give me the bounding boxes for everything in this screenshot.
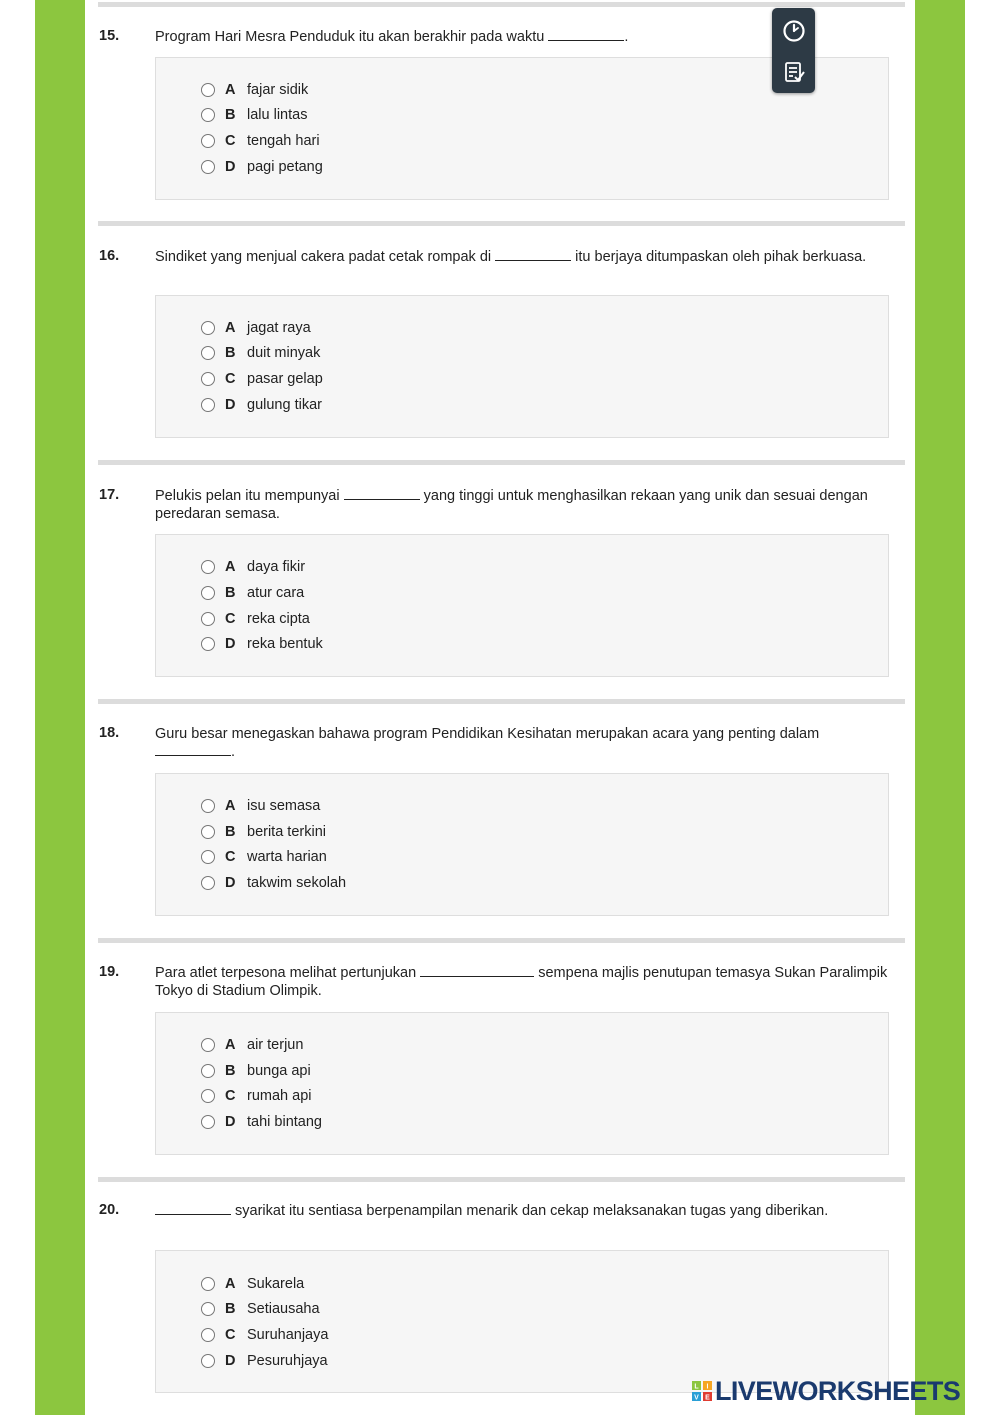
divider: [98, 699, 905, 704]
answer-blank: [548, 28, 624, 41]
divider: [98, 460, 905, 465]
option-b[interactable]: B lalu lintas: [201, 105, 307, 125]
option-a[interactable]: A Sukarela: [201, 1274, 304, 1294]
option-d[interactable]: D pagi petang: [201, 157, 323, 177]
brand-name: LIVEWORKSHEETS: [715, 1375, 961, 1406]
question-text: Guru besar menegaskan bahawa program Pendidikan Kesihatan merupakan acara yang penting dalam .: [155, 726, 820, 760]
option-d[interactable]: D reka bentuk: [201, 634, 323, 654]
radio-button[interactable]: [201, 612, 215, 626]
option-c[interactable]: C rumah api: [201, 1086, 311, 1106]
option-d[interactable]: D gulung tikar: [201, 395, 322, 415]
radio-button[interactable]: [201, 799, 215, 813]
liveworksheets-brand: [692, 1373, 960, 1409]
radio-button[interactable]: [201, 1328, 215, 1342]
option-a[interactable]: A jagat raya: [201, 318, 311, 338]
answer-blank: [344, 487, 420, 500]
finish-button[interactable]: [778, 56, 809, 87]
answer-blank: [495, 248, 571, 261]
radio-button[interactable]: [201, 134, 215, 148]
liveworksheets-logo-icon: [692, 1381, 712, 1401]
radio-button[interactable]: [201, 346, 215, 360]
divider: [98, 938, 905, 943]
svg-text:L: L: [694, 1383, 699, 1391]
options-box: [155, 295, 889, 438]
radio-button[interactable]: [201, 83, 215, 97]
answer-blank: [155, 743, 231, 756]
option-c[interactable]: C warta harian: [201, 847, 327, 867]
radio-button[interactable]: [201, 1064, 215, 1078]
option-c[interactable]: C tengah hari: [201, 131, 320, 151]
option-d[interactable]: D Pesuruhjaya: [201, 1351, 328, 1371]
question-number: 20.: [99, 1202, 120, 1218]
options-box: [155, 773, 889, 916]
radio-button[interactable]: [201, 637, 215, 651]
option-b[interactable]: B Setiausaha: [201, 1299, 320, 1319]
svg-text:V: V: [694, 1394, 699, 1401]
option-c[interactable]: C reka cipta: [201, 609, 310, 629]
radio-button[interactable]: [201, 850, 215, 864]
right-green-border: [915, 0, 965, 1415]
question-text: Sindiket yang menjual cakera padat cetak rompak di itu berjaya ditumpaskan oleh pihak berkuasa.: [155, 249, 867, 265]
question-number: 19.: [99, 964, 120, 980]
divider: [98, 221, 905, 226]
radio-button[interactable]: [201, 1038, 215, 1052]
tool-panel: [772, 8, 815, 93]
options-box: [155, 534, 889, 677]
svg-text:I: I: [706, 1383, 709, 1391]
divider: [98, 1177, 905, 1182]
radio-button[interactable]: [201, 398, 215, 412]
option-b[interactable]: B atur cara: [201, 583, 304, 603]
option-d[interactable]: D tahi bintang: [201, 1112, 322, 1132]
radio-button[interactable]: [201, 560, 215, 574]
radio-button[interactable]: [201, 160, 215, 174]
left-green-border: [35, 0, 85, 1415]
option-d[interactable]: D takwim sekolah: [201, 873, 346, 893]
timer-button[interactable]: [778, 15, 809, 46]
option-a[interactable]: A daya fikir: [201, 557, 305, 577]
question-number: 18.: [99, 725, 120, 741]
option-a[interactable]: A air terjun: [201, 1035, 303, 1055]
option-a[interactable]: A isu semasa: [201, 796, 320, 816]
option-a[interactable]: A fajar sidik: [201, 80, 308, 100]
option-b[interactable]: B bunga api: [201, 1061, 311, 1081]
question-number: 17.: [99, 487, 120, 503]
svg-text:E: E: [705, 1394, 710, 1401]
options-box: [155, 1012, 889, 1155]
radio-button[interactable]: [201, 825, 215, 839]
question-text: Pelukis pelan itu mempunyai yang tinggi untuk menghasilkan rekaan yang unik dan sesuai dengan peredaran semasa.: [155, 488, 868, 522]
radio-button[interactable]: [201, 108, 215, 122]
option-c[interactable]: C pasar gelap: [201, 369, 323, 389]
radio-button[interactable]: [201, 1089, 215, 1103]
question-text: Para atlet terpesona melihat pertunjukan sempena majlis penutupan temasya Sukan Paralimpik Tokyo di Stadium Olimpik.: [155, 965, 888, 999]
radio-button[interactable]: [201, 372, 215, 386]
option-c[interactable]: C Suruhanjaya: [201, 1325, 328, 1345]
question-text: Program Hari Mesra Penduduk itu akan berakhir pada waktu .: [155, 29, 629, 45]
radio-button[interactable]: [201, 1115, 215, 1129]
radio-button[interactable]: [201, 1277, 215, 1291]
timer-icon: [782, 19, 806, 43]
answer-blank: [155, 1202, 231, 1215]
question-number: 15.: [99, 28, 120, 44]
option-b[interactable]: B duit minyak: [201, 343, 320, 363]
question-text: syarikat itu sentiasa berpenampilan menarik dan cekap melaksanakan tugas yang diberikan.: [155, 1202, 895, 1220]
question-number: 16.: [99, 248, 120, 264]
radio-button[interactable]: [201, 586, 215, 600]
divider: [98, 2, 905, 7]
radio-button[interactable]: [201, 876, 215, 890]
checklist-icon: [782, 60, 806, 84]
options-box: [155, 1250, 889, 1393]
radio-button[interactable]: [201, 1302, 215, 1316]
radio-button[interactable]: [201, 321, 215, 335]
option-b[interactable]: B berita terkini: [201, 822, 326, 842]
radio-button[interactable]: [201, 1354, 215, 1368]
answer-blank: [420, 964, 534, 977]
